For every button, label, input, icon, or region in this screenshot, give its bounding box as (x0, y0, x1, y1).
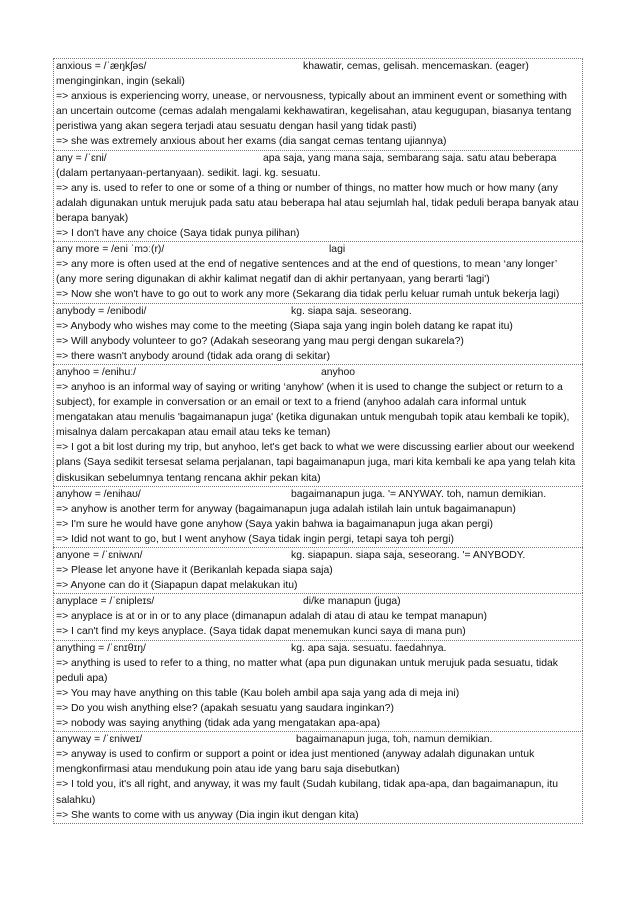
entry-headline (56, 641, 579, 656)
entry-term: anybody = /enibodi/ (56, 305, 147, 317)
entry-line: => anyplace is at or in or to any place (dimanapun adalah di atau di atau ke tempat manapun) (56, 611, 487, 623)
entry-gloss: bagaimanapun juga, toh, namun demikian. (296, 734, 493, 746)
entry-line: => You may have anything on this table (Kau boleh ambil apa saja yang ada di meja ini) (56, 687, 460, 699)
entry-line: => She wants to come with us anyway (Dia ingin ikut dengan kita) (56, 809, 359, 821)
entry-line: => anyway is used to confirm or support a point or idea just mentioned (anyway adalah digunakan untuk mengkonfirmasi atau mendukung poin atau ide yang baru saja disebutkan) (56, 749, 535, 776)
entry-gloss: kg. siapapun. siapa saja, seseorang. '= ANYBODY. (291, 550, 526, 561)
entry-gloss: lagi (329, 244, 346, 256)
entry-line: => anything is used to refer to a thing, no matter what (apa pun digunakan untuk merujuk pada sesuatu, tidak peduli apa) (56, 657, 558, 684)
entry-line: => I can't find my keys anyplace. (Saya tidak dapat menemukan kunci saya di mana pun) (56, 626, 466, 638)
entry-anything (53, 640, 583, 732)
entry-line: => I told you, it's all right, and anyway, it was my fault (Sudah kubilang, tidak apa-apa, dan bagaimanapun, itu salahku) (56, 779, 558, 806)
entry-term: anyway = /ˈɛniweɪ/ (56, 734, 143, 746)
entry-line: => Idid not want to go, but I went anyhow (Saya tidak ingin pergi, tetapi saya toh pergi) (56, 533, 454, 545)
entry-headline (56, 732, 579, 747)
vocabulary-document (53, 58, 583, 824)
entry-line: => Now she won't have to go out to work any more (Sekarang dia tidak perlu keluar rumah untuk bekerja lagi) (56, 289, 560, 301)
entry-anybody (53, 303, 583, 364)
entry-term: anything = /ˈɛnɪθɪŋ/ (56, 642, 146, 654)
entry-term: anyhow = /enihaʊ/ (56, 488, 141, 500)
entry-headline (56, 594, 579, 609)
entry-line: => anyhoo is an informal way of saying or writing ‘anyhow’ (when it is used to change the subject or return to a subject), for example in conversation or an email or text to a friend (anyhoo adalah cara informal untuk mengatakan atau menulis 'bagaimanapun juga' (ketika digunakan untuk mengubah topik atau kembali ke topik), misalnya dalam percakapan atau email atau teks ke teman) (56, 381, 570, 439)
entry-line: (dalam pertanyaan-pertanyaan). sedikit. lagi. kg. sesuatu. (56, 167, 321, 179)
entry-headline (56, 242, 579, 257)
entry-any-more (53, 241, 583, 302)
entry-term: anyone = /ˈɛniwʌn/ (56, 550, 143, 561)
entry-gloss: anyhoo (321, 366, 356, 378)
entry-line: => Do you wish anything else? (apakah sesuatu yang saudara inginkan?) (56, 702, 394, 714)
entry-line: => I got a bit lost during my trip, but anyhoo, let's get back to what we were discussing earlier about our weekend plans (Saya sedikit tersesat selama perjalanan, tapi bagaimanapun juga, mari kita kembali ke apa yang telah kita diskusikan sebelumnya tentang rencana akhir pekan kita) (56, 442, 576, 484)
entry-anyone (53, 547, 583, 593)
entry-headline (56, 304, 579, 319)
entry-line: => she was extremely anxious about her exams (dia sangat cemas tentang ujiannya) (56, 136, 447, 148)
entry-gloss: apa saja, yang mana saja, sembarang saja. satu atau beberapa (263, 152, 557, 164)
entry-term: any more = /eni ˈmɔː(r)/ (56, 244, 165, 256)
entry-anyplace (53, 593, 583, 639)
entry-line: => Will anybody volunteer to go? (Adakah seseorang yang mau pergi dengan sukarela?) (56, 335, 464, 347)
entry-term: anxious = /ˈæŋkʃəs/ (56, 61, 147, 72)
entry-line: => anyhow is another term for anyway (bagaimanapun juga adalah istilah lain untuk bagaimanapun) (56, 503, 516, 515)
entry-anxious (53, 58, 583, 150)
entry-headline (56, 548, 579, 563)
entry-line: => anxious is experiencing worry, unease, or nervousness, typically about an imminent event or something with an uncertain outcome (cemas adalah mengalami kekhawatiran, kegelisahan, atau kegugupan, biasanya tentang peristiwa yang akan segera terjadi atau sesuatu dengan hasil yang tidak pasti) (56, 91, 572, 133)
entry-term: any = /ˈɛni/ (56, 152, 107, 164)
entry-line: => any more is often used at the end of negative sentences and at the end of questions, to mean ‘any longer’ (any more sering digunakan di akhir kalimat negatif dan di akhir pertanyaan, yang berarti 'lagi') (56, 259, 557, 286)
entry-line: => Anyone can do it (Siapapun dapat melakukan itu) (56, 580, 298, 592)
entry-headline (56, 151, 579, 166)
entry-gloss: khawatir, cemas, gelisah. mencemaskan. (eager) (303, 61, 529, 72)
entry-anyhow (53, 486, 583, 547)
entry-gloss: bagaimanapun juga. '= ANYWAY. toh, namun demikian. (291, 488, 547, 500)
entry-line: => any is. used to refer to one or some of a thing or number of things, no matter how much or how many (any adalah digunakan untuk merujuk pada satu atau beberapa hal atau sejumlah hal, tidak peduli berapa banyak atau berapa banyak) (56, 182, 579, 224)
entry-anyway (53, 731, 583, 824)
entry-line: menginginkan, ingin (sekali) (56, 76, 185, 88)
entry-any (53, 150, 583, 242)
entry-line: => I don't have any choice (Saya tidak punya pilihan) (56, 228, 300, 240)
entry-headline (56, 365, 579, 380)
entry-line: => there wasn't anybody around (tidak ada orang di sekitar) (56, 350, 331, 362)
entry-headline (56, 487, 579, 502)
entry-gloss: di/ke manapun (juga) (303, 596, 401, 608)
entry-line: => nobody was saying anything (tidak ada yang mengatakan apa-apa) (56, 718, 381, 730)
entry-term: anyhoo = /enihuː/ (56, 366, 137, 378)
entry-term: anyplace = /ˈɛnipleɪs/ (56, 596, 155, 608)
entry-anyhoo (53, 364, 583, 486)
entry-line: => I'm sure he would have gone anyhow (Saya yakin bahwa ia bagaimanapun juga akan pergi) (56, 518, 493, 530)
entry-line: => Anybody who wishes may come to the meeting (Siapa saja yang ingin boleh datang ke rapat itu) (56, 320, 513, 332)
entry-gloss: kg. apa saja. sesuatu. faedahnya. (291, 642, 447, 654)
entry-headline (56, 59, 579, 74)
entry-line: => Please let anyone have it (Berikanlah kepada siapa saja) (56, 565, 333, 577)
entry-gloss: kg. siapa saja. seseorang. (291, 305, 412, 317)
